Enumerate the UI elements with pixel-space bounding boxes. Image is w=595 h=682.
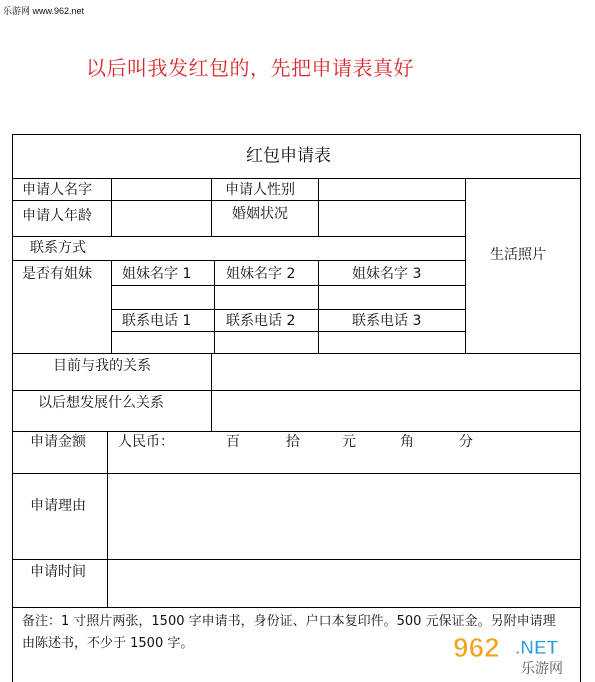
unit-fen: 分 <box>459 434 473 450</box>
label-sister-name-1: 姐妹名字 1 <box>122 266 192 282</box>
label-sister-name-2: 姐妹名字 2 <box>226 266 296 282</box>
source-label: 乐游网 www.962.net <box>3 6 85 16</box>
footnote: 备注：1 寸照片两张，1500 字申请书，身份证、户口本复印件。500 元保证金。另附申请理由陈述书，不少于 1500 字。 <box>22 614 556 651</box>
form-title: 红包申请表 <box>246 146 331 166</box>
label-reason: 申请理由 <box>30 498 86 514</box>
unit-yuan: 元 <box>342 434 356 450</box>
label-gender: 申请人性别 <box>225 182 295 198</box>
unit-bai: 百 <box>226 434 240 450</box>
label-has-sisters: 是否有姐妹 <box>22 266 92 282</box>
label-amount: 申请金额 <box>30 434 86 450</box>
watermark-cn: 乐游网 <box>521 661 563 676</box>
label-photo: 生活照片 <box>490 247 546 263</box>
headline: 以后叫我发红包的，先把申请表真好 <box>86 56 414 80</box>
site-watermark-logo <box>449 630 587 676</box>
label-currency: 人民币： <box>118 434 174 450</box>
watermark-graphic <box>449 630 587 676</box>
unit-shi: 拾 <box>286 434 300 450</box>
label-name: 申请人名字 <box>22 182 92 198</box>
label-phone-2: 联系电话 2 <box>226 313 296 329</box>
label-age: 申请人年龄 <box>22 208 92 224</box>
unit-jiao: 角 <box>400 434 414 450</box>
label-sister-name-3: 姐妹名字 3 <box>352 266 422 282</box>
label-phone-1: 联系电话 1 <box>122 313 192 329</box>
label-relation-future: 以后想发展什么关系 <box>38 395 164 411</box>
label-relation-now: 目前与我的关系 <box>53 358 151 374</box>
label-phone-3: 联系电话 3 <box>352 313 422 329</box>
label-contact: 联系方式 <box>30 240 86 256</box>
label-marital: 婚姻状况 <box>232 206 288 222</box>
watermark-digits: 962 <box>453 632 500 663</box>
label-time: 申请时间 <box>30 564 86 580</box>
watermark-suffix: .NET <box>515 638 559 659</box>
